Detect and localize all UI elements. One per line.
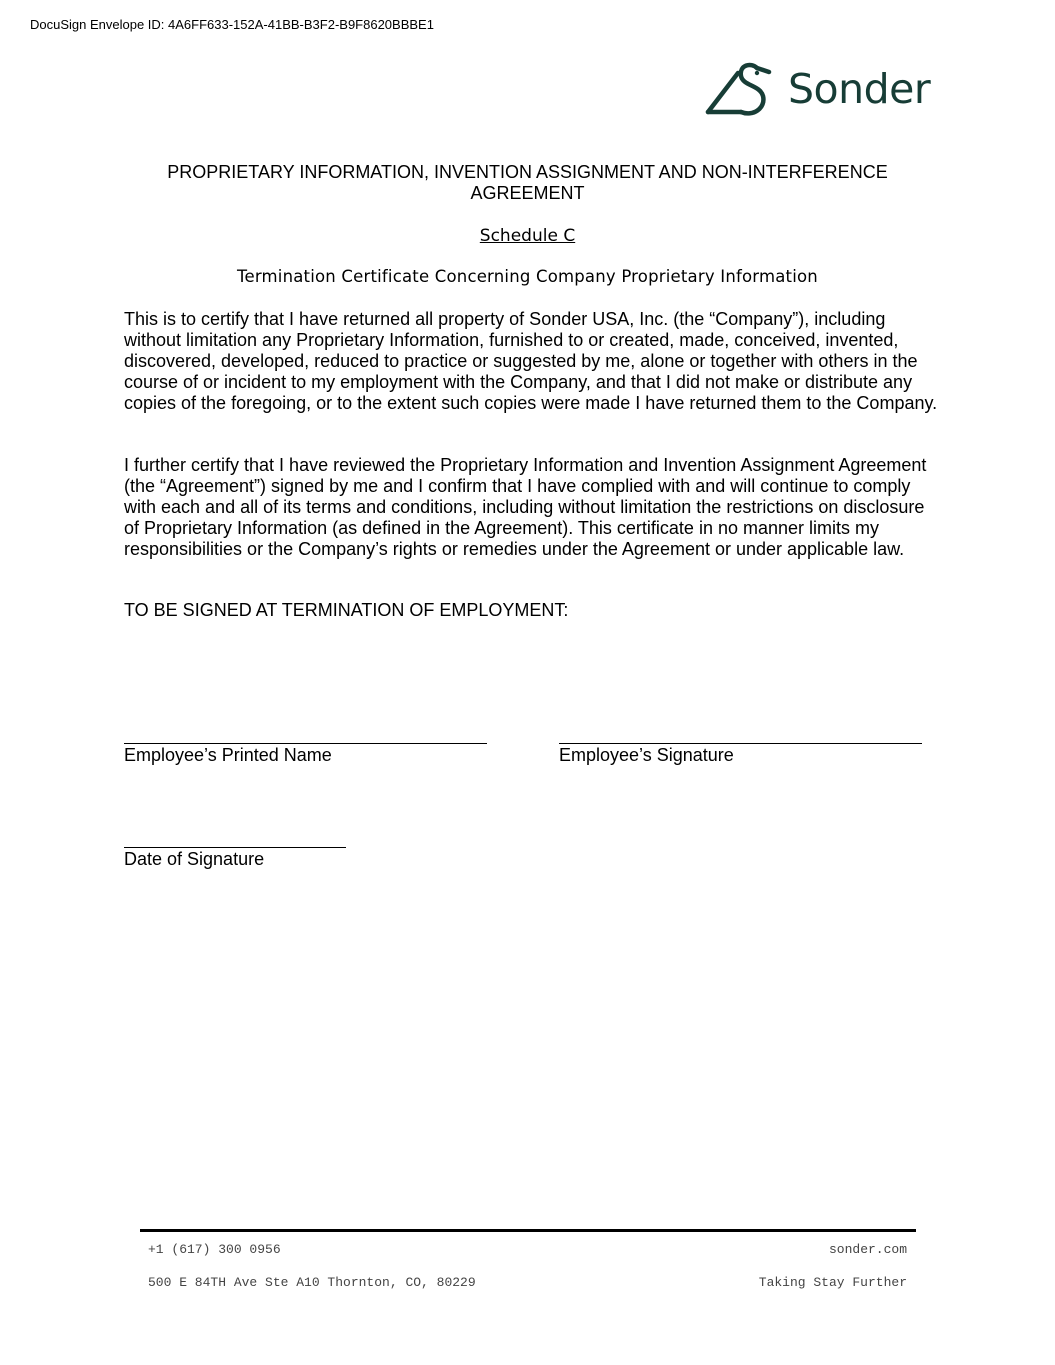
docusign-envelope-id: DocuSign Envelope ID: 4A6FF633-152A-41BB-B3F2-B9F8620BBBE1 — [30, 17, 434, 32]
title-line-2: AGREEMENT — [470, 183, 585, 203]
printed-name-line[interactable] — [124, 743, 487, 744]
certificate-subtitle: Termination Certificate Concerning Company Proprietary Information — [237, 267, 818, 286]
date-label: Date of Signature — [124, 849, 265, 869]
footer-address: 500 E 84TH Ave Ste A10 Thornton, CO, 80229 — [148, 1275, 476, 1290]
signature-line[interactable] — [559, 743, 922, 744]
date-line[interactable] — [124, 847, 346, 848]
sign-instruction: TO BE SIGNED AT TERMINATION OF EMPLOYMENT: — [124, 600, 569, 620]
footer-phone: +1 (617) 300 0956 — [148, 1242, 281, 1257]
document-title — [124, 162, 931, 204]
return-of-property-paragraph: This is to certify that I have returned all property of Sonder USA, Inc. (the “Company”), including without limitation any Proprietary Information, furnished to or created, made, conceived, invented, discovered, developed, reduced to practice or suggested by me, alone or together with others in the course of or incident to my employment with the Company, and that I did not make or distribute any copies of the foregoing, or to the extent such copies were made I have returned them to the Company. — [124, 309, 938, 413]
footer-divider — [140, 1229, 916, 1232]
schedule-heading: Schedule C — [479, 226, 576, 246]
signature-label: Employee’s Signature — [559, 745, 734, 765]
title-line-1: PROPRIETARY INFORMATION, INVENTION ASSIGNMENT AND NON-INTERFERENCE — [167, 162, 888, 182]
agreement-compliance-paragraph: I further certify that I have reviewed the Proprietary Information and Invention Assignment Agreement (the “Agreement”) signed by me and I confirm that I have complied with and will continue to comply with each and all of its terms and conditions, including without limitation the restrictions on disclosure of Proprietary Information (as defined in the Agreement). This certificate in no manner limits my responsibilities or the Company’s rights or remedies under the Agreement or under applicable law. — [124, 455, 927, 559]
footer-tagline: Taking Stay Further — [758, 1275, 907, 1290]
printed-name-label: Employee’s Printed Name — [124, 745, 332, 765]
sonder-logo — [704, 60, 936, 122]
sonder-bird-icon — [704, 60, 774, 120]
footer-website: sonder.com — [828, 1242, 907, 1257]
sonder-wordmark: Sonder — [788, 65, 931, 113]
